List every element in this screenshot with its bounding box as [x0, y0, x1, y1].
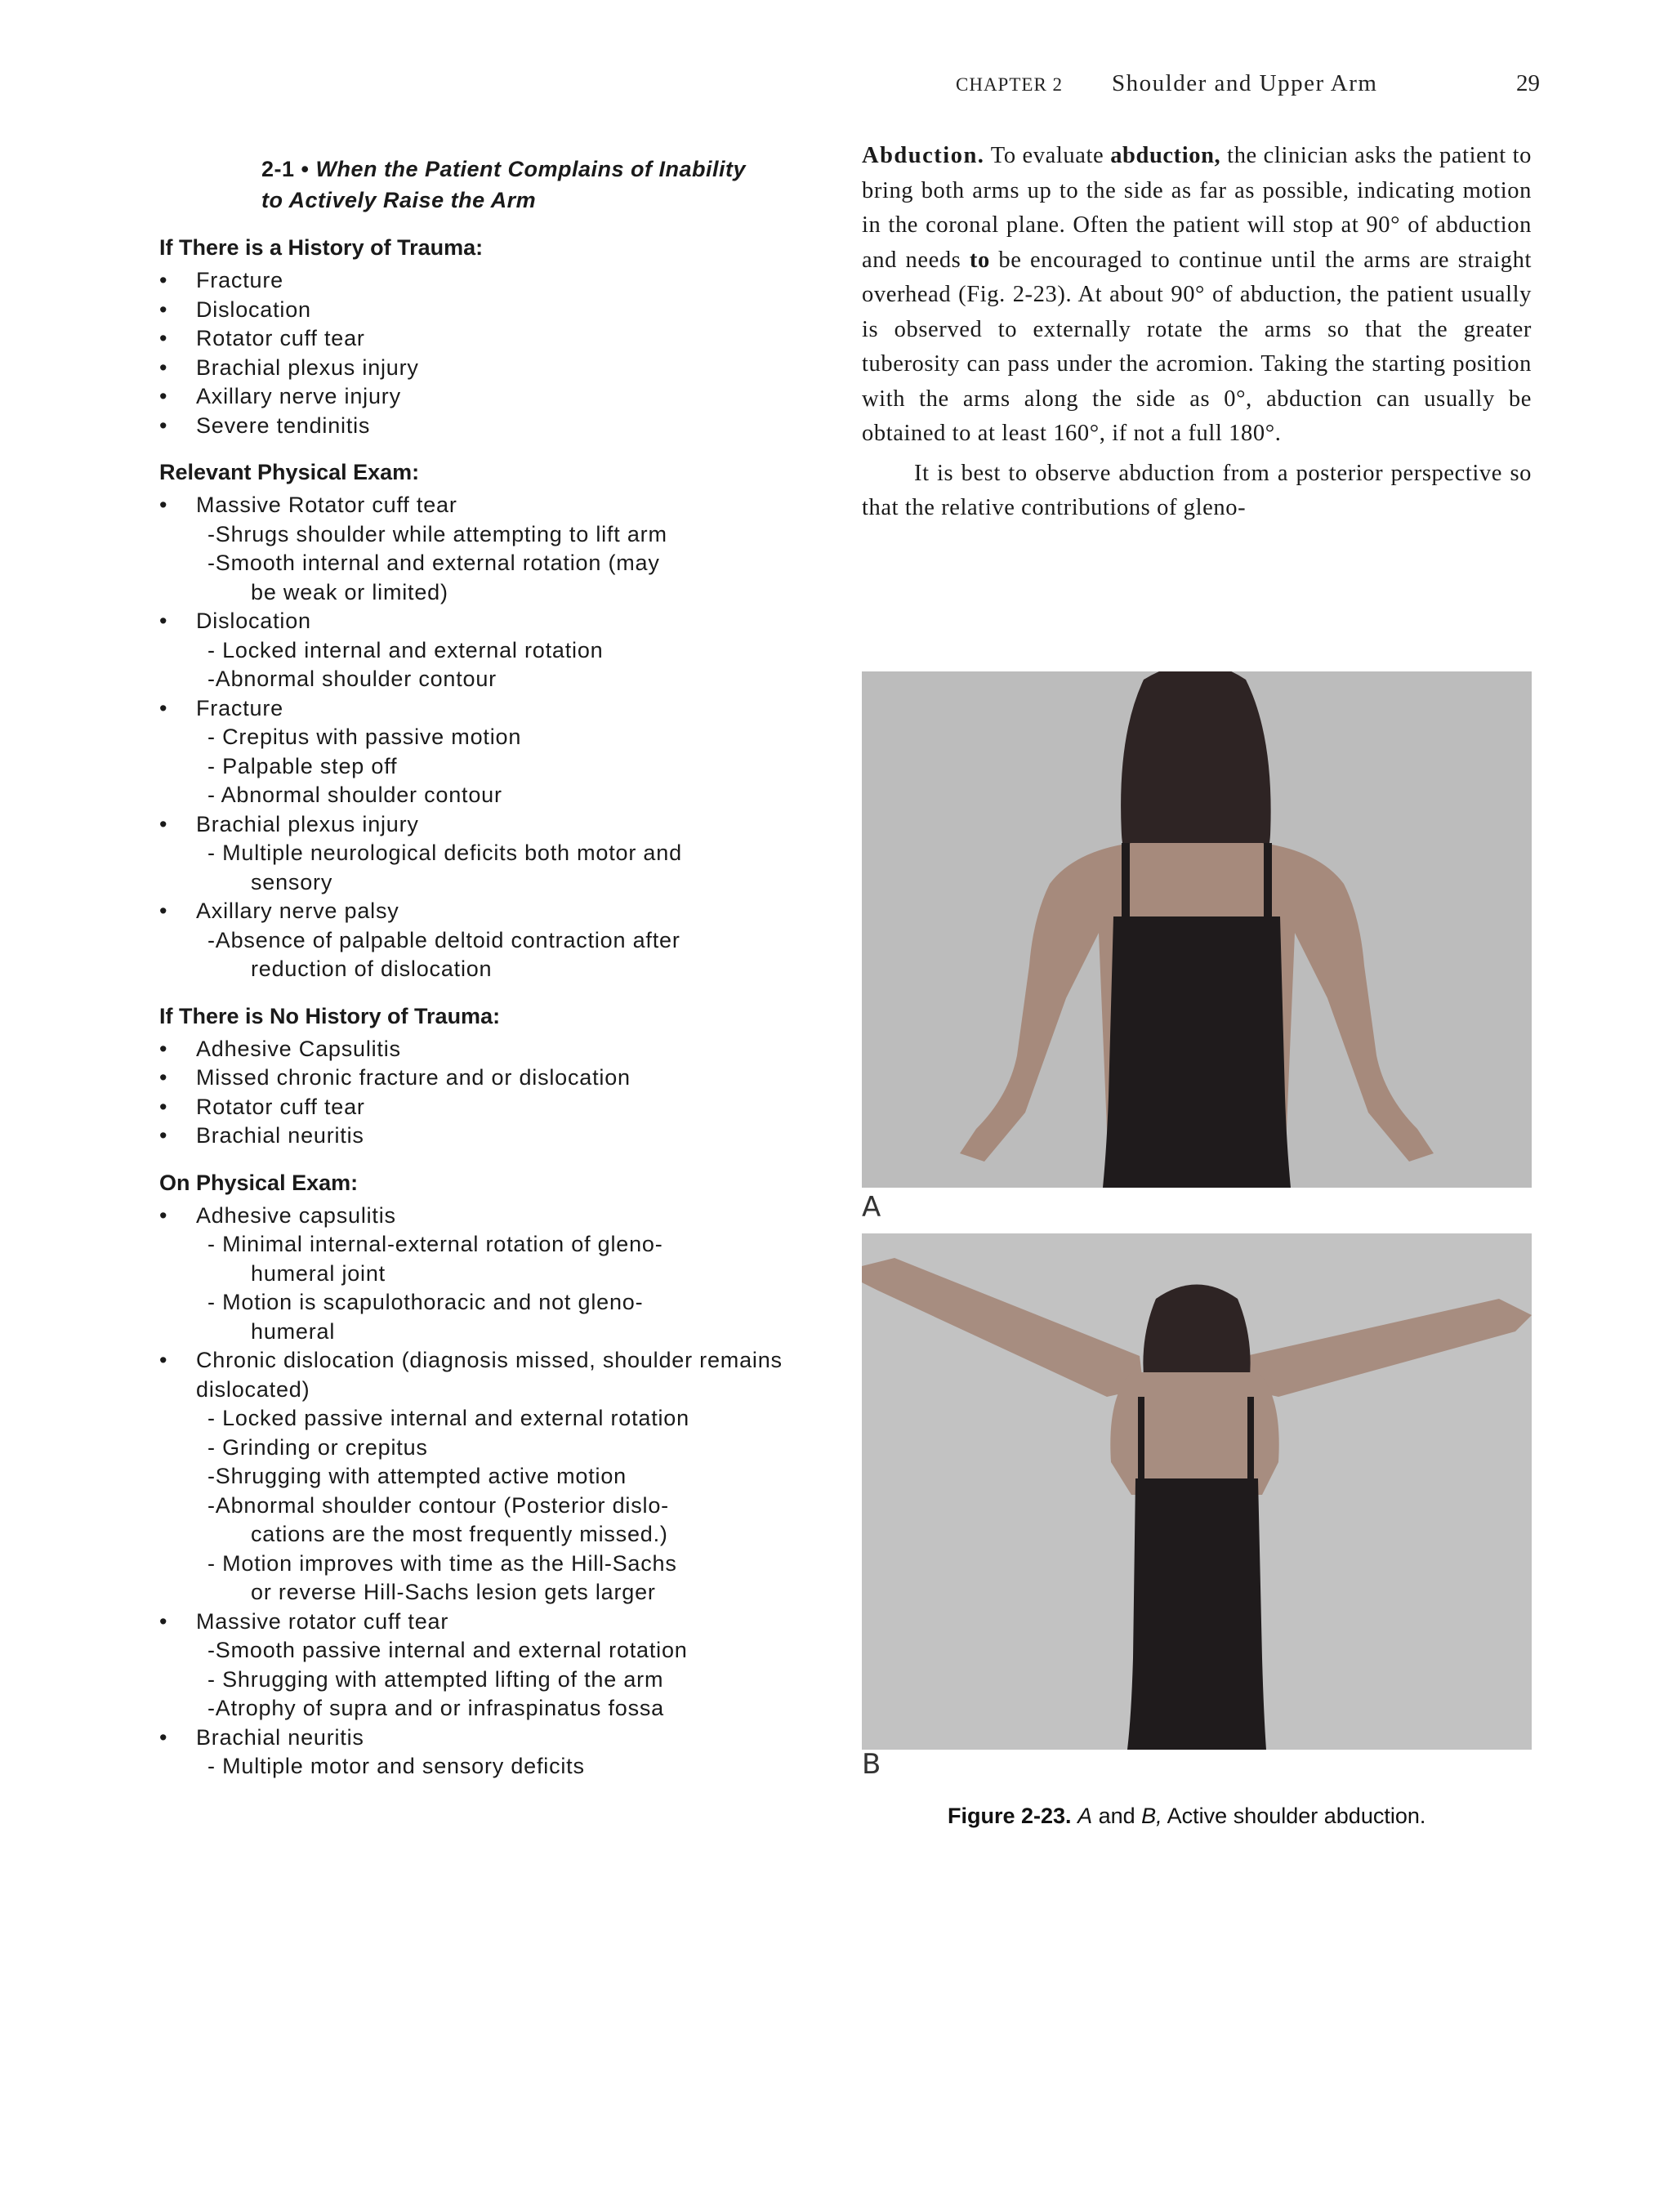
list-item: • Brachial plexus injury — [159, 810, 813, 840]
sub-item: - Locked internal and external rotation — [207, 637, 604, 662]
figure-caption — [948, 1804, 1519, 1829]
sub-item-cont: be weak or limited) — [251, 579, 448, 604]
sub-item: - Motion is scapulothoracic and not gleno- — [207, 1290, 644, 1314]
text-run: the clinician asks the patient to bring both arms up to the side as far as possible, indicating motion in the coronal plane. Often the patient will stop at 90° of abduction and needs — [862, 143, 1532, 273]
sub-item-cont: reduction of dislocation — [251, 957, 493, 981]
sub-item: -Absence of palpable deltoid contraction after — [207, 927, 680, 952]
paragraph-lead: Abduction. — [862, 143, 985, 168]
sub-item: - Multiple motor and sensory deficits — [207, 1754, 585, 1778]
list-item: • Dislocation — [159, 296, 813, 325]
list-item: • Rotator cuff tear — [159, 324, 813, 354]
sub-item-cont: cations are the most frequently missed.) — [251, 1522, 668, 1546]
trauma-heading: If There is a History of Trauma: — [159, 235, 484, 260]
trauma-list — [159, 266, 813, 440]
exam1-heading: Relevant Physical Exam: — [159, 460, 420, 484]
exam2-heading: On Physical Exam: — [159, 1170, 359, 1195]
sub-item: - Shrugging with attempted lifting of the arm — [207, 1666, 664, 1692]
list-item: • Massive Rotator cuff tear — [159, 491, 813, 520]
sub-item: -Abnormal shoulder contour — [207, 667, 497, 691]
list-item: • Massive rotator cuff tear — [159, 1608, 813, 1637]
list-item: • Brachial plexus injury — [159, 354, 813, 383]
box-number: 2-1 • — [261, 157, 310, 181]
list-item: • Fracture — [159, 266, 813, 296]
sub-item: -Shrugs shoulder while attempting to lift arm — [207, 521, 667, 546]
notrauma-heading: If There is No History of Trauma: — [159, 1003, 501, 1028]
sub-item: - Abnormal shoulder contour — [207, 783, 502, 807]
sub-item: - Grinding or crepitus — [207, 1434, 428, 1460]
box-title — [261, 154, 768, 216]
photo-b-illustration — [862, 1233, 1532, 1750]
sidebar-box — [159, 154, 813, 1782]
exam1-list — [159, 491, 813, 984]
list-item: • Brachial neuritis — [159, 1724, 813, 1753]
sub-item: -Smooth internal and external rotation (may — [207, 551, 660, 575]
list-item: • Adhesive Capsulitis — [159, 1035, 813, 1064]
chapter-title: Shoulder and Upper Arm — [1112, 70, 1378, 96]
list-item: • Brachial neuritis — [159, 1122, 813, 1151]
sub-item-cont: humeral — [251, 1318, 336, 1344]
notrauma-list — [159, 1035, 813, 1151]
chapter-label: CHAPTER 2 — [956, 74, 1064, 95]
box-title-text: When the Patient Complains of Inability to Actively Raise the Arm — [261, 157, 747, 212]
list-item: • Dislocation — [159, 607, 813, 636]
caption-italic: A — [1077, 1804, 1093, 1828]
sub-item: - Crepitus with passive motion — [207, 725, 522, 749]
figure-label-a: A — [862, 1191, 881, 1224]
sub-item-cont: sensory — [251, 869, 333, 894]
bold-term: abduction, — [1110, 143, 1221, 168]
sub-item: - Minimal internal-external rotation of gleno- — [207, 1232, 663, 1256]
sub-item: - Palpable step off — [207, 753, 398, 778]
exam2-list — [159, 1202, 813, 1782]
paragraph-abduction — [862, 139, 1532, 452]
figure-photo-a — [862, 671, 1532, 1188]
caption-italic: B, — [1141, 1804, 1162, 1828]
list-item: • Chronic dislocation (diagnosis missed, shoulder remains dislocated) — [159, 1346, 784, 1404]
figure-number: Figure 2-23. — [948, 1804, 1072, 1828]
paragraph-posterior: It is best to observe abduction from a posterior perspective so that the relative contributions of gleno- — [862, 460, 1532, 520]
list-item: • Severe tendinitis — [159, 412, 813, 441]
sub-item-cont: humeral joint — [251, 1260, 386, 1286]
photo-a-illustration — [862, 671, 1532, 1188]
list-item: • Fracture — [159, 694, 813, 724]
list-item: • Axillary nerve injury — [159, 382, 813, 412]
list-item: • Adhesive capsulitis — [159, 1202, 813, 1231]
sub-item: - Motion improves with time as the Hill-Sachs — [207, 1550, 677, 1576]
figure-label-b: B — [862, 1748, 881, 1781]
page-number: 29 — [1516, 70, 1540, 96]
sub-item: -Atrophy of supra and or infraspinatus fossa — [207, 1696, 664, 1720]
caption-text: Active shoulder abduction. — [1162, 1804, 1426, 1828]
caption-text: and — [1092, 1804, 1142, 1828]
sub-item: -Shrugging with attempted active motion — [207, 1464, 627, 1488]
sub-item: -Abnormal shoulder contour (Posterior dislo- — [207, 1492, 669, 1518]
running-header — [956, 70, 1540, 103]
text-run: be encouraged to continue until the arms are straight overhead (Fig. 2-23). At about 90° of abduction, the patient usually is observed to externally rotate the arms so that the greater tuberosity can pass under the acromion. Taking the starting position with the arms along the side as 0°, abduction can usually be obtained to at least 160°, if not a full 180°. — [862, 247, 1532, 446]
sub-item-cont: or reverse Hill-Sachs lesion gets larger — [251, 1580, 656, 1604]
list-item: • Axillary nerve palsy — [159, 897, 813, 926]
text-run: To evaluate — [984, 143, 1111, 168]
body-text — [862, 139, 1532, 526]
list-item: • Missed chronic fracture and or dislocation — [159, 1064, 813, 1093]
list-item: • Rotator cuff tear — [159, 1093, 813, 1122]
sub-item: -Smooth passive internal and external rotation — [207, 1638, 688, 1662]
sub-item: - Multiple neurological deficits both motor and — [207, 841, 682, 865]
sub-item: - Locked passive internal and external rotation — [207, 1406, 689, 1430]
figure-photo-b — [862, 1233, 1532, 1750]
bold-term: to — [969, 247, 990, 273]
